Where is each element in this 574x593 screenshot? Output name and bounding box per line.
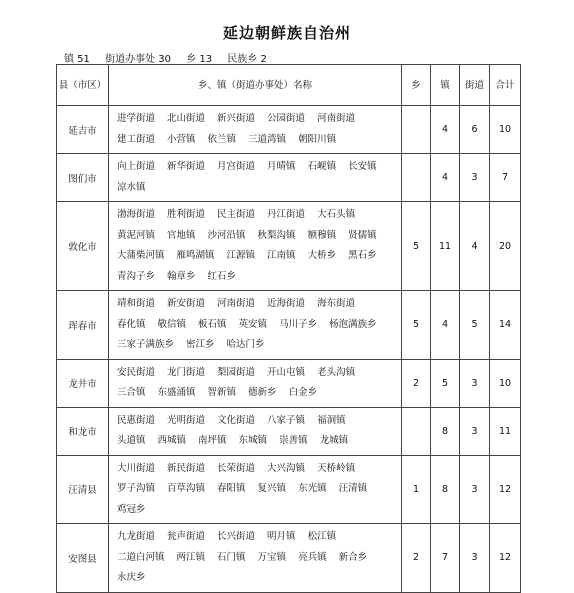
xiang-count-cell: 5	[402, 291, 431, 360]
town-name: 南坪镇	[198, 435, 227, 446]
town-name: 青沟子乡	[117, 270, 156, 282]
town-name: 八家子镇	[267, 414, 306, 426]
xiang-count-cell	[402, 106, 431, 154]
town-name: 江南镇	[267, 250, 296, 261]
town-name: 西城镇	[157, 435, 187, 446]
table-header-row	[57, 65, 521, 106]
jiedao-count-cell: 3	[460, 407, 490, 455]
table-row	[57, 106, 521, 154]
jiedao-count-cell: 3	[460, 524, 490, 593]
jiedao-count-cell: 3	[460, 359, 490, 407]
division-table	[56, 64, 521, 593]
county-cell: 龙井市	[57, 359, 109, 407]
town-name: 德新乡	[248, 387, 277, 398]
summary-line	[64, 50, 279, 65]
town-name: 沙河沿镇	[207, 229, 246, 241]
town-name: 三道湾镇	[248, 133, 287, 145]
town-name: 光明街道	[167, 414, 206, 426]
total-count-cell: 14	[490, 291, 521, 360]
town-name: 黄泥河镇	[117, 229, 156, 241]
towns-cell	[109, 407, 402, 455]
zhen-count-cell: 5	[431, 359, 460, 407]
total-count-cell: 12	[490, 524, 521, 593]
town-name: 民惠街道	[117, 414, 156, 426]
town-name: 石岘镇	[307, 161, 337, 172]
header-zhen: 镇	[431, 65, 460, 106]
xiang-count-cell: 5	[402, 202, 431, 291]
town-name: 明月镇	[267, 531, 296, 542]
xiang-count-cell: 2	[402, 524, 431, 593]
towns-cell	[109, 524, 402, 593]
town-name: 百草沟镇	[167, 483, 206, 494]
town-name: 三家子满族乡	[117, 339, 175, 350]
county-cell: 安图县	[57, 524, 109, 593]
county-cell: 汪清县	[57, 455, 109, 524]
town-name: 头道镇	[117, 435, 146, 446]
xiang-count-cell	[402, 407, 431, 455]
town-name: 海东街道	[317, 298, 356, 309]
towns-cell	[109, 202, 402, 291]
town-name: 文化街道	[217, 414, 256, 426]
table-row	[57, 524, 521, 593]
town-name: 春阳镇	[217, 483, 246, 494]
town-name: 哈达门乡	[226, 339, 265, 350]
town-name: 九龙街道	[117, 531, 156, 542]
town-name: 东城镇	[238, 435, 268, 446]
town-name: 东盛涌镇	[157, 387, 196, 398]
total-count-cell: 20	[490, 202, 521, 291]
towns-cell	[109, 455, 402, 524]
table-row	[57, 455, 521, 524]
town-name: 马川子乡	[279, 318, 318, 330]
summary-jiedao: 街道办事处 30	[105, 54, 171, 65]
town-name: 近海街道	[267, 298, 306, 309]
town-name: 大川街道	[117, 462, 156, 474]
town-name: 公园街道	[267, 113, 306, 124]
town-name: 朝阳川镇	[298, 133, 337, 145]
town-name: 河南街道	[317, 113, 356, 124]
town-name: 汪清镇	[338, 483, 368, 494]
summary-minzuxiang: 民族乡 2	[227, 54, 267, 65]
town-name: 松江镇	[307, 531, 337, 542]
town-name: 永庆乡	[117, 572, 146, 583]
total-count-cell: 10	[490, 359, 521, 407]
town-name: 丹江街道	[267, 209, 306, 220]
table-row	[57, 202, 521, 291]
county-cell: 和龙市	[57, 407, 109, 455]
town-name: 河南街道	[217, 298, 256, 309]
town-name: 渤海街道	[117, 209, 156, 220]
table-row	[57, 359, 521, 407]
xiang-count-cell	[402, 154, 431, 202]
town-name: 进学街道	[117, 113, 156, 124]
town-name: 敬信镇	[157, 318, 187, 330]
town-name: 向上街道	[117, 161, 156, 172]
xiang-count-cell: 1	[402, 455, 431, 524]
town-name: 翰章乡	[167, 270, 196, 282]
town-name: 罗子沟镇	[117, 483, 156, 494]
header-jiedao: 街道	[460, 65, 490, 106]
town-name: 长兴街道	[217, 531, 256, 542]
county-cell: 敦化市	[57, 202, 109, 291]
town-name: 大石头镇	[317, 209, 356, 220]
zhen-count-cell: 4	[431, 291, 460, 360]
town-name: 民主街道	[217, 209, 256, 220]
town-name: 新华街道	[167, 161, 206, 172]
jiedao-count-cell: 4	[460, 202, 490, 291]
town-name: 江源镇	[226, 250, 256, 261]
town-name: 胜利街道	[167, 209, 206, 220]
town-name: 官地镇	[167, 229, 196, 241]
town-name: 梨园街道	[217, 366, 256, 378]
town-name: 崇善镇	[279, 435, 308, 446]
town-name: 大兴沟镇	[267, 462, 306, 474]
town-name: 长安镇	[348, 161, 377, 172]
total-count-cell: 10	[490, 106, 521, 154]
town-name: 英安镇	[238, 318, 268, 330]
town-name: 小营镇	[167, 133, 196, 145]
town-name: 瓮声街道	[167, 531, 206, 542]
town-name: 开山屯镇	[267, 366, 306, 378]
town-name: 黑石乡	[348, 250, 377, 261]
town-name: 靖和街道	[117, 298, 156, 309]
town-name: 三合镇	[117, 387, 146, 398]
towns-cell	[109, 291, 402, 360]
town-name: 石门镇	[217, 551, 246, 563]
town-name: 亮兵镇	[298, 551, 327, 563]
town-name: 额穆镇	[307, 229, 337, 241]
header-county: 县（市区）	[57, 65, 109, 106]
town-name: 月晴镇	[267, 161, 296, 172]
document-title: 延边朝鲜族自治州	[222, 24, 351, 42]
summary-xiang: 乡 13	[186, 54, 213, 65]
town-name: 依兰镇	[207, 133, 237, 145]
town-name: 长荣街道	[217, 462, 256, 474]
town-name: 两江镇	[176, 551, 206, 563]
town-name: 凉水镇	[117, 181, 146, 193]
town-name: 密江乡	[186, 339, 215, 350]
town-name: 龙门街道	[167, 366, 206, 378]
town-name: 春化镇	[117, 318, 146, 330]
table-body	[57, 106, 521, 593]
town-name: 新民街道	[167, 462, 206, 474]
town-name: 建工街道	[117, 133, 156, 145]
town-name: 福洞镇	[317, 414, 346, 426]
towns-cell	[109, 154, 402, 202]
town-name: 二道白河镇	[117, 551, 165, 563]
county-cell: 延吉市	[57, 106, 109, 154]
zhen-count-cell: 11	[431, 202, 460, 291]
county-cell: 图们市	[57, 154, 109, 202]
town-name: 雁鸣湖镇	[176, 250, 215, 261]
table-row	[57, 291, 521, 360]
total-count-cell: 12	[490, 455, 521, 524]
town-name: 新合乡	[338, 551, 368, 563]
town-name: 月宫街道	[217, 161, 256, 172]
town-name: 北山街道	[167, 113, 206, 124]
table-row	[57, 407, 521, 455]
town-name: 鸡冠乡	[117, 503, 146, 515]
town-name: 东光镇	[298, 483, 327, 494]
town-name: 智新镇	[207, 387, 237, 398]
jiedao-count-cell: 3	[460, 154, 490, 202]
town-name: 板石镇	[198, 318, 227, 330]
town-name: 秋梨沟镇	[257, 229, 296, 241]
jiedao-count-cell: 3	[460, 455, 490, 524]
town-name: 龙城镇	[319, 435, 349, 446]
town-name: 大蒲柴河镇	[117, 250, 165, 261]
total-count-cell: 7	[490, 154, 521, 202]
jiedao-count-cell: 5	[460, 291, 490, 360]
town-name: 新安街道	[167, 298, 206, 309]
town-name: 杨泡满族乡	[329, 318, 377, 330]
town-name: 贤儒镇	[348, 229, 377, 241]
xiang-count-cell: 2	[402, 359, 431, 407]
total-count-cell: 11	[490, 407, 521, 455]
town-name: 大桥乡	[307, 250, 337, 261]
zhen-count-cell: 7	[431, 524, 460, 593]
town-name: 万宝镇	[257, 551, 287, 563]
towns-cell	[109, 359, 402, 407]
town-name: 白金乡	[288, 387, 318, 398]
summary-zhen: 镇 51	[64, 54, 90, 65]
town-name: 红石乡	[207, 270, 237, 282]
town-name: 新兴街道	[217, 113, 256, 124]
town-name: 老头沟镇	[317, 366, 356, 378]
header-xiang: 乡	[402, 65, 431, 106]
county-cell: 珲春市	[57, 291, 109, 360]
zhen-count-cell: 4	[431, 154, 460, 202]
header-total: 合计	[490, 65, 521, 106]
towns-cell	[109, 106, 402, 154]
town-name: 复兴镇	[257, 483, 287, 494]
town-name: 安民街道	[117, 366, 156, 378]
town-name: 天桥岭镇	[317, 462, 356, 474]
zhen-count-cell: 8	[431, 455, 460, 524]
table-row	[57, 154, 521, 202]
zhen-count-cell: 8	[431, 407, 460, 455]
jiedao-count-cell: 6	[460, 106, 490, 154]
header-towns: 乡、镇（街道办事处）名称	[109, 65, 402, 106]
zhen-count-cell: 4	[431, 106, 460, 154]
